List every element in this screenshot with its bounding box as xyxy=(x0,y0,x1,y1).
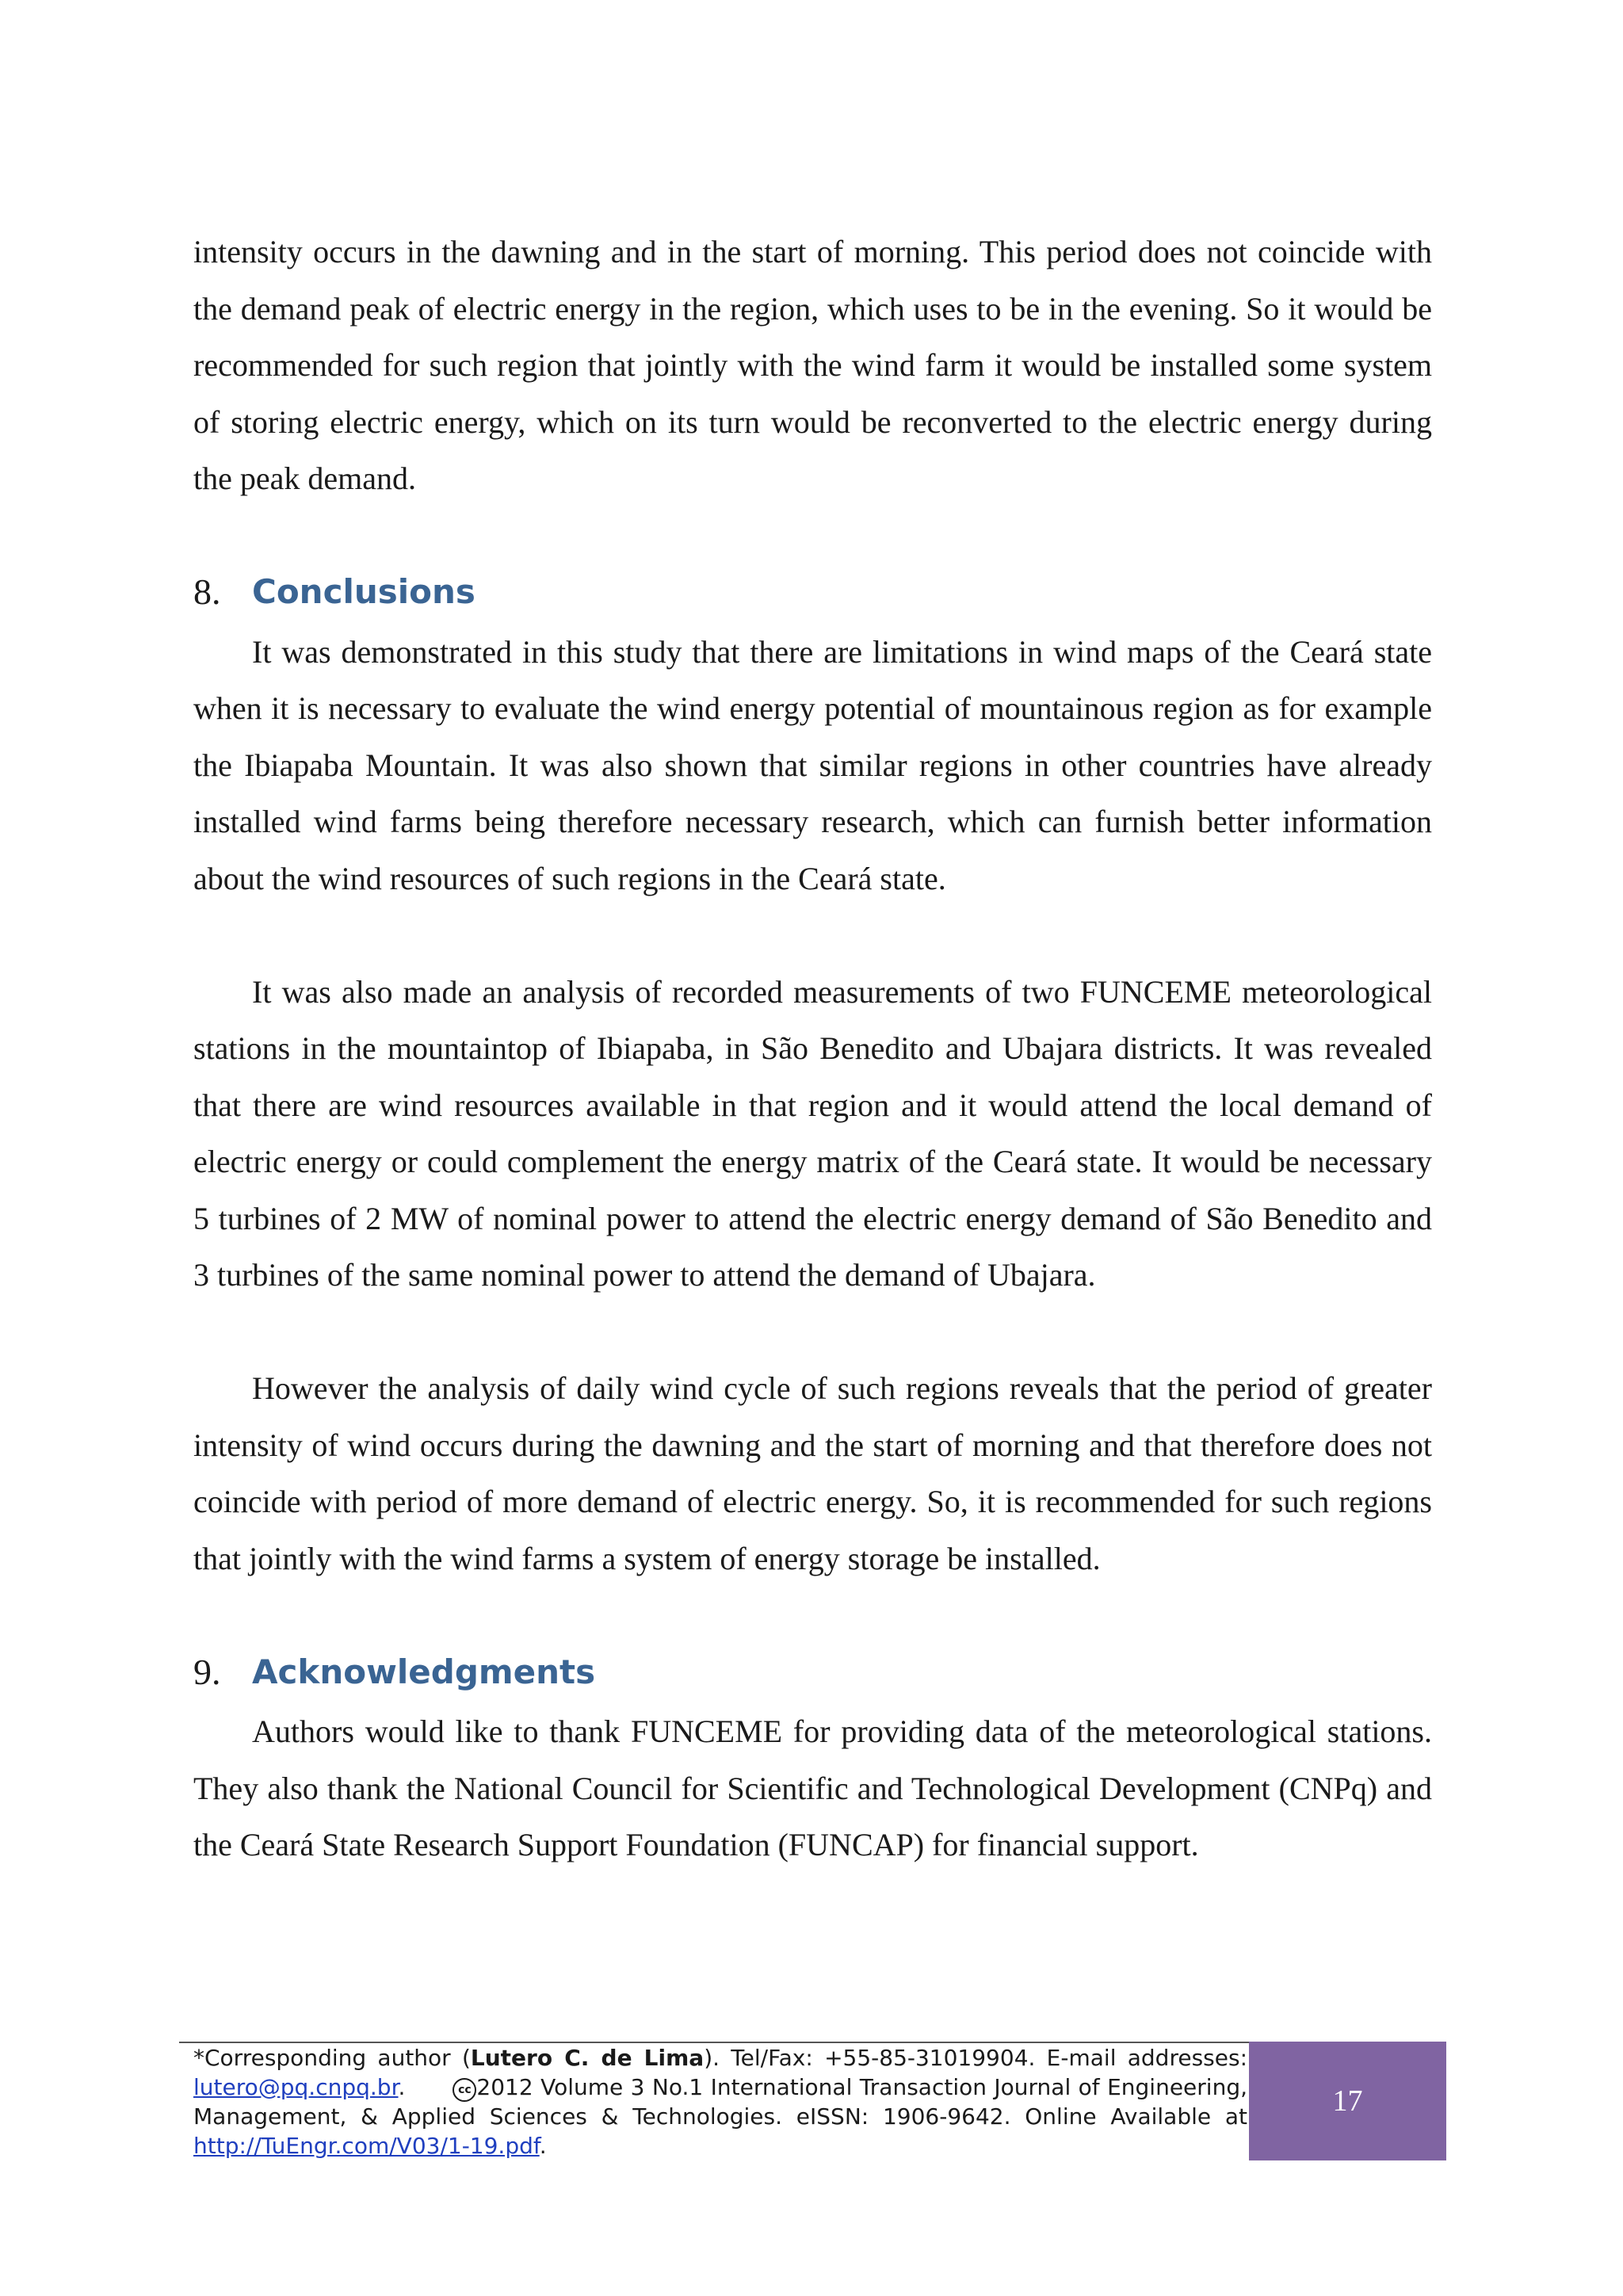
page-footer xyxy=(179,2042,1446,2160)
page-number: 17 xyxy=(1332,2084,1363,2118)
section-heading-acknowledgments xyxy=(193,1644,1432,1701)
page-body xyxy=(193,223,1432,1874)
page-number-box xyxy=(1249,2042,1446,2160)
footer-journal: 2012 Volume 3 No.1 International Transaction Journal of Engineering, Management, & Applied Sciences & Technologies. eISSN: 1906-9642. Online Available at xyxy=(193,2074,1247,2130)
section-title: Acknowledgments xyxy=(252,1652,596,1691)
section-title: Conclusions xyxy=(252,572,475,611)
conclusions-paragraph-1: It was demonstrated in this study that there are limitations in wind maps of the Ceará state when it is necessary to evaluate the wind energy potential of mountainous region as for example the Ibiapaba Mountain. It was also shown that similar regions in other countries have already installed wind farms being therefore necessary research, which can furnish better information about the wind resources of such regions in the Ceará state. xyxy=(193,633,1432,896)
creative-commons-icon: cc xyxy=(453,2078,476,2102)
footer-citation xyxy=(193,2043,1247,2160)
footer-url-link[interactable]: http://TuEngr.com/V03/1-19.pdf xyxy=(193,2133,540,2159)
footer-email-link[interactable]: lutero@pq.cnpq.br xyxy=(193,2074,399,2100)
section-8-heading-wrap xyxy=(193,563,1432,621)
conclusions-paragraph-3: However the analysis of daily wind cycle of such regions reveals that the period of greater intensity of wind occurs during the dawning and the start of morning and that therefore does not coincide with period of more demand of electric energy. So, it is recommended for such regions that jointly with the wind farms a system of energy storage be installed. xyxy=(193,1370,1432,1576)
acknowledgments-paragraph: Authors would like to thank FUNCEME for providing data of the meteorological stations. They also thank the National Council for Scientific and Technological Development (CNPq) and the Ceará State Research Support Foundation (FUNCAP) for financial support. xyxy=(193,1713,1432,1862)
section-heading-conclusions xyxy=(193,563,1432,621)
section-number: 9. xyxy=(193,1651,221,1692)
footer-author: Lutero C. de Lima xyxy=(470,2045,705,2071)
footer-url-suffix: . xyxy=(539,2133,547,2159)
paragraph-intro: intensity occurs in the dawning and in the start of morning. This period does not coincide with the demand peak of electric energy in the region, which uses to be in the evening. So it would be recommended for such region that jointly with the wind farm it would be installed some system of storing electric energy, which on its turn would be reconverted to the electric energy during the peak demand. xyxy=(193,234,1432,496)
footer-prefix: *Corresponding author ( xyxy=(193,2045,471,2071)
footer-contact: ). Tel/Fax: +55-85-31019904. E-mail addresses: xyxy=(704,2045,1247,2071)
section-9-heading-wrap xyxy=(193,1644,1432,1701)
paragraph-gap xyxy=(193,907,1432,964)
conclusions-paragraph-2: It was also made an analysis of recorded measurements of two FUNCEME meteorological stations in the mountaintop of Ibiapaba, in São Benedito and Ubajara districts. It was revealed that there are wind resources available in that region and it would attend the local demand of electric energy or could complement the energy matrix of the Ceará state. It would be necessary 5 turbines of 2 MW of nominal power to attend the electric energy demand of São Benedito and 3 turbines of the same nominal power to attend the demand of Ubajara. xyxy=(193,973,1432,1293)
section-number: 8. xyxy=(193,571,221,612)
footer-email-suffix: . xyxy=(398,2074,406,2100)
paragraph-gap xyxy=(193,1304,1432,1361)
